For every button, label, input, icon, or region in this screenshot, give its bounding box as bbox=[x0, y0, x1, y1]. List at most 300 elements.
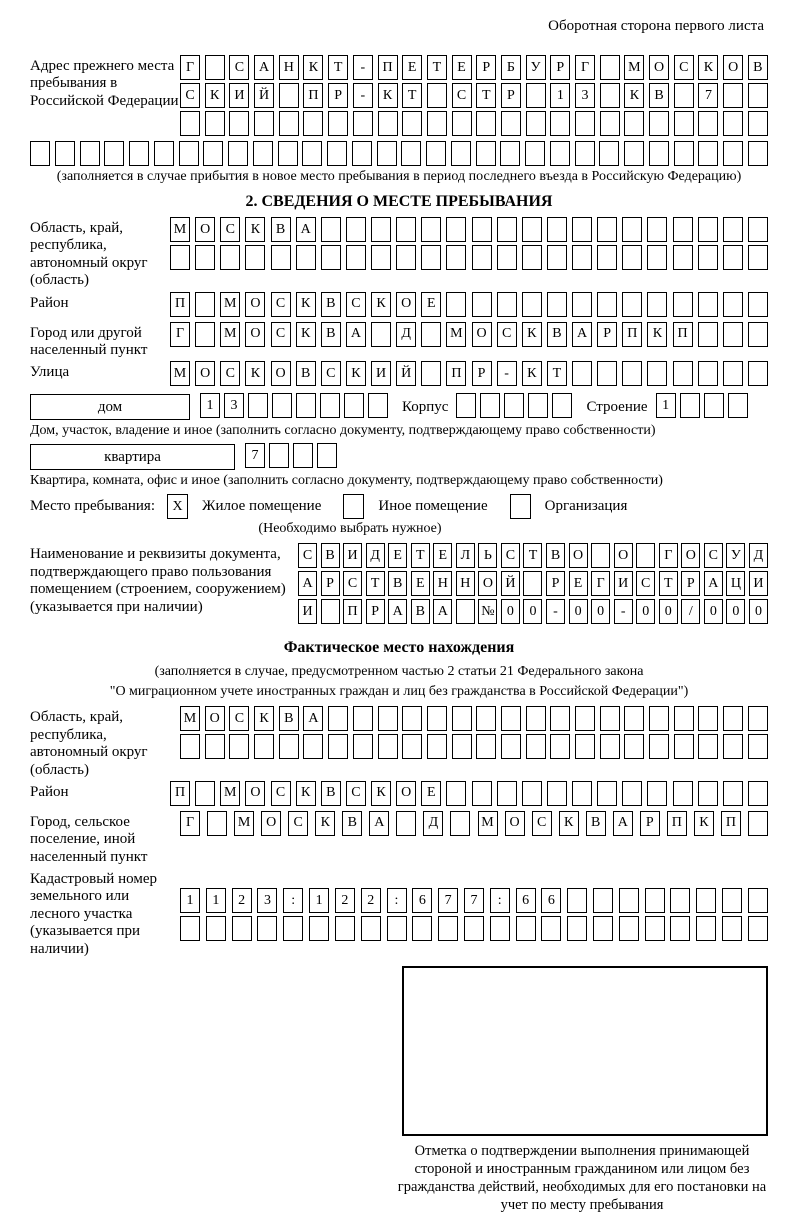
char-cell[interactable] bbox=[673, 361, 693, 386]
char-cell[interactable]: А bbox=[296, 217, 316, 242]
char-cell[interactable]: К bbox=[371, 292, 391, 317]
char-cell[interactable]: О bbox=[681, 543, 700, 568]
char-cell[interactable] bbox=[522, 781, 542, 806]
char-cell[interactable] bbox=[421, 322, 441, 347]
char-cell[interactable] bbox=[722, 916, 742, 941]
char-cell[interactable] bbox=[452, 706, 472, 731]
char-cell[interactable]: С bbox=[229, 55, 249, 80]
char-cell[interactable] bbox=[346, 217, 366, 242]
char-cell[interactable] bbox=[698, 322, 718, 347]
char-cell[interactable] bbox=[303, 734, 323, 759]
char-cell[interactable] bbox=[550, 141, 570, 166]
char-cell[interactable]: О bbox=[505, 811, 525, 836]
char-cell[interactable]: Г bbox=[180, 55, 200, 80]
char-cell[interactable] bbox=[547, 781, 567, 806]
char-cell[interactable] bbox=[698, 706, 718, 731]
char-cell[interactable] bbox=[636, 543, 655, 568]
char-cell[interactable] bbox=[674, 706, 694, 731]
char-cell[interactable]: С bbox=[501, 543, 520, 568]
char-cell[interactable]: С bbox=[321, 361, 341, 386]
char-cell[interactable] bbox=[723, 734, 743, 759]
char-cell[interactable] bbox=[401, 141, 421, 166]
char-cell[interactable]: Е bbox=[411, 571, 430, 596]
char-cell[interactable]: С bbox=[220, 217, 240, 242]
char-cell[interactable] bbox=[293, 443, 313, 468]
char-cell[interactable]: С bbox=[271, 292, 291, 317]
char-cell[interactable]: К bbox=[522, 361, 542, 386]
char-cell[interactable] bbox=[575, 706, 595, 731]
char-cell[interactable]: С bbox=[298, 543, 317, 568]
char-cell[interactable] bbox=[450, 811, 470, 836]
char-cell[interactable] bbox=[673, 217, 693, 242]
char-cell[interactable]: Г bbox=[591, 571, 610, 596]
char-cell[interactable]: И bbox=[229, 83, 249, 108]
char-cell[interactable]: О bbox=[271, 361, 291, 386]
char-cell[interactable]: О bbox=[723, 55, 743, 80]
char-cell[interactable] bbox=[649, 706, 669, 731]
char-cell[interactable] bbox=[600, 55, 620, 80]
char-cell[interactable] bbox=[748, 916, 768, 941]
char-cell[interactable]: О bbox=[195, 361, 215, 386]
char-cell[interactable] bbox=[476, 706, 496, 731]
char-cell[interactable] bbox=[522, 292, 542, 317]
char-cell[interactable] bbox=[271, 245, 291, 270]
char-cell[interactable] bbox=[593, 916, 613, 941]
char-cell[interactable] bbox=[619, 916, 639, 941]
char-cell[interactable] bbox=[368, 393, 388, 418]
char-cell[interactable] bbox=[254, 111, 274, 136]
char-cell[interactable]: Н bbox=[433, 571, 452, 596]
char-cell[interactable]: С bbox=[229, 706, 249, 731]
char-cell[interactable] bbox=[253, 141, 273, 166]
char-cell[interactable] bbox=[525, 141, 545, 166]
char-cell[interactable] bbox=[575, 141, 595, 166]
char-cell[interactable] bbox=[599, 141, 619, 166]
char-cell[interactable]: 3 bbox=[224, 393, 244, 418]
char-cell[interactable] bbox=[528, 393, 548, 418]
char-cell[interactable]: К bbox=[694, 811, 714, 836]
char-cell[interactable]: В bbox=[321, 543, 340, 568]
char-cell[interactable]: Д bbox=[366, 543, 385, 568]
char-cell[interactable] bbox=[597, 361, 617, 386]
char-cell[interactable]: М bbox=[446, 322, 466, 347]
char-cell[interactable]: С bbox=[288, 811, 308, 836]
char-cell[interactable] bbox=[723, 781, 743, 806]
char-cell[interactable] bbox=[526, 111, 546, 136]
char-cell[interactable] bbox=[501, 734, 521, 759]
char-cell[interactable] bbox=[229, 734, 249, 759]
char-cell[interactable] bbox=[402, 111, 422, 136]
char-cell[interactable]: № bbox=[478, 599, 497, 624]
char-cell[interactable]: 0 bbox=[591, 599, 610, 624]
char-cell[interactable]: К bbox=[205, 83, 225, 108]
char-cell[interactable] bbox=[302, 141, 322, 166]
char-cell[interactable]: 0 bbox=[749, 599, 768, 624]
char-cell[interactable] bbox=[378, 706, 398, 731]
char-cell[interactable]: О bbox=[472, 322, 492, 347]
char-cell[interactable]: С bbox=[180, 83, 200, 108]
char-cell[interactable]: - bbox=[497, 361, 517, 386]
char-cell[interactable]: В bbox=[321, 781, 341, 806]
char-cell[interactable]: 3 bbox=[257, 888, 277, 913]
char-cell[interactable]: Д bbox=[396, 322, 416, 347]
char-cell[interactable]: 7 bbox=[438, 888, 458, 913]
char-cell[interactable]: В bbox=[321, 292, 341, 317]
char-cell[interactable]: Р bbox=[366, 599, 385, 624]
char-cell[interactable] bbox=[593, 888, 613, 913]
char-cell[interactable]: Е bbox=[569, 571, 588, 596]
char-cell[interactable]: 6 bbox=[412, 888, 432, 913]
char-cell[interactable] bbox=[353, 706, 373, 731]
char-cell[interactable]: / bbox=[681, 599, 700, 624]
char-cell[interactable] bbox=[353, 111, 373, 136]
char-cell[interactable] bbox=[600, 111, 620, 136]
char-cell[interactable]: А bbox=[613, 811, 633, 836]
char-cell[interactable]: М bbox=[624, 55, 644, 80]
char-cell[interactable] bbox=[170, 245, 190, 270]
char-cell[interactable] bbox=[522, 217, 542, 242]
char-cell[interactable] bbox=[698, 292, 718, 317]
char-cell[interactable] bbox=[30, 141, 50, 166]
char-cell[interactable] bbox=[522, 245, 542, 270]
char-cell[interactable]: К bbox=[371, 781, 391, 806]
char-cell[interactable] bbox=[279, 111, 299, 136]
char-cell[interactable] bbox=[748, 217, 768, 242]
char-cell[interactable] bbox=[476, 141, 496, 166]
char-cell[interactable]: С bbox=[452, 83, 472, 108]
char-cell[interactable] bbox=[550, 706, 570, 731]
char-cell[interactable] bbox=[647, 217, 667, 242]
char-cell[interactable] bbox=[402, 706, 422, 731]
char-cell[interactable]: К bbox=[296, 292, 316, 317]
char-cell[interactable] bbox=[673, 245, 693, 270]
char-cell[interactable] bbox=[645, 916, 665, 941]
char-cell[interactable]: П bbox=[667, 811, 687, 836]
char-cell[interactable] bbox=[748, 706, 768, 731]
char-cell[interactable]: П bbox=[446, 361, 466, 386]
char-cell[interactable] bbox=[748, 734, 768, 759]
char-cell[interactable]: В bbox=[411, 599, 430, 624]
char-cell[interactable]: С bbox=[704, 543, 723, 568]
char-cell[interactable] bbox=[526, 83, 546, 108]
char-cell[interactable]: В bbox=[296, 361, 316, 386]
char-cell[interactable] bbox=[572, 361, 592, 386]
char-cell[interactable]: А bbox=[346, 322, 366, 347]
char-cell[interactable] bbox=[80, 141, 100, 166]
char-cell[interactable]: 1 bbox=[550, 83, 570, 108]
char-cell[interactable]: Р bbox=[321, 571, 340, 596]
char-cell[interactable] bbox=[572, 245, 592, 270]
char-cell[interactable] bbox=[371, 217, 391, 242]
char-cell[interactable]: 2 bbox=[361, 888, 381, 913]
char-cell[interactable]: 2 bbox=[335, 888, 355, 913]
char-cell[interactable]: Й bbox=[501, 571, 520, 596]
char-cell[interactable] bbox=[541, 916, 561, 941]
char-cell[interactable] bbox=[622, 217, 642, 242]
char-cell[interactable] bbox=[195, 781, 215, 806]
char-cell[interactable] bbox=[335, 916, 355, 941]
char-cell[interactable]: М bbox=[220, 292, 240, 317]
char-cell[interactable] bbox=[547, 292, 567, 317]
char-cell[interactable] bbox=[476, 111, 496, 136]
char-cell[interactable] bbox=[321, 217, 341, 242]
char-cell[interactable]: А bbox=[303, 706, 323, 731]
char-cell[interactable]: 3 bbox=[575, 83, 595, 108]
char-cell[interactable]: 0 bbox=[659, 599, 678, 624]
char-cell[interactable] bbox=[456, 393, 476, 418]
char-cell[interactable] bbox=[723, 83, 743, 108]
char-cell[interactable] bbox=[361, 916, 381, 941]
char-cell[interactable]: К bbox=[296, 781, 316, 806]
char-cell[interactable]: С bbox=[674, 55, 694, 80]
char-cell[interactable]: С bbox=[271, 322, 291, 347]
char-cell[interactable] bbox=[698, 111, 718, 136]
char-cell[interactable] bbox=[446, 245, 466, 270]
char-cell[interactable] bbox=[396, 811, 416, 836]
char-cell[interactable]: К bbox=[378, 83, 398, 108]
char-cell[interactable] bbox=[396, 245, 416, 270]
char-cell[interactable] bbox=[624, 734, 644, 759]
char-cell[interactable] bbox=[497, 781, 517, 806]
char-cell[interactable]: П bbox=[303, 83, 323, 108]
char-cell[interactable]: Г bbox=[659, 543, 678, 568]
char-cell[interactable] bbox=[550, 111, 570, 136]
char-cell[interactable]: Т bbox=[476, 83, 496, 108]
char-cell[interactable]: Р bbox=[501, 83, 521, 108]
char-cell[interactable]: К bbox=[254, 706, 274, 731]
char-cell[interactable] bbox=[129, 141, 149, 166]
char-cell[interactable] bbox=[452, 111, 472, 136]
char-cell[interactable] bbox=[550, 734, 570, 759]
char-cell[interactable] bbox=[696, 888, 716, 913]
char-cell[interactable]: А bbox=[572, 322, 592, 347]
char-cell[interactable] bbox=[320, 393, 340, 418]
char-cell[interactable] bbox=[377, 141, 397, 166]
char-cell[interactable] bbox=[427, 111, 447, 136]
char-cell[interactable]: В bbox=[271, 217, 291, 242]
char-cell[interactable]: О bbox=[245, 322, 265, 347]
char-cell[interactable]: Б bbox=[501, 55, 521, 80]
char-cell[interactable]: О bbox=[261, 811, 281, 836]
char-cell[interactable]: О bbox=[205, 706, 225, 731]
char-cell[interactable] bbox=[501, 706, 521, 731]
char-cell[interactable] bbox=[504, 393, 524, 418]
char-cell[interactable] bbox=[696, 916, 716, 941]
char-cell[interactable]: У bbox=[726, 543, 745, 568]
char-cell[interactable]: И bbox=[343, 543, 362, 568]
char-cell[interactable] bbox=[600, 706, 620, 731]
char-cell[interactable] bbox=[723, 706, 743, 731]
char-cell[interactable] bbox=[748, 888, 768, 913]
char-cell[interactable]: : bbox=[490, 888, 510, 913]
char-cell[interactable] bbox=[490, 916, 510, 941]
char-cell[interactable] bbox=[552, 393, 572, 418]
char-cell[interactable]: С bbox=[220, 361, 240, 386]
char-cell[interactable]: В bbox=[586, 811, 606, 836]
char-cell[interactable] bbox=[748, 811, 768, 836]
char-cell[interactable] bbox=[575, 734, 595, 759]
char-cell[interactable]: П bbox=[378, 55, 398, 80]
char-cell[interactable] bbox=[427, 706, 447, 731]
char-cell[interactable]: 7 bbox=[245, 443, 265, 468]
char-cell[interactable] bbox=[346, 245, 366, 270]
char-cell[interactable]: 2 bbox=[232, 888, 252, 913]
char-cell[interactable] bbox=[597, 292, 617, 317]
char-cell[interactable]: И bbox=[298, 599, 317, 624]
char-cell[interactable]: А bbox=[704, 571, 723, 596]
char-cell[interactable] bbox=[722, 888, 742, 913]
char-cell[interactable]: П bbox=[673, 322, 693, 347]
char-cell[interactable]: К bbox=[245, 361, 265, 386]
char-cell[interactable] bbox=[698, 734, 718, 759]
char-cell[interactable]: О bbox=[396, 781, 416, 806]
char-cell[interactable]: В bbox=[748, 55, 768, 80]
char-cell[interactable]: Т bbox=[427, 55, 447, 80]
char-cell[interactable] bbox=[279, 83, 299, 108]
char-cell[interactable] bbox=[501, 111, 521, 136]
char-cell[interactable] bbox=[572, 292, 592, 317]
char-cell[interactable] bbox=[748, 111, 768, 136]
char-cell[interactable]: В bbox=[321, 322, 341, 347]
char-cell[interactable]: Е bbox=[433, 543, 452, 568]
char-cell[interactable]: 0 bbox=[636, 599, 655, 624]
char-cell[interactable] bbox=[670, 916, 690, 941]
char-cell[interactable]: 7 bbox=[464, 888, 484, 913]
char-cell[interactable]: М bbox=[220, 781, 240, 806]
char-cell[interactable] bbox=[446, 292, 466, 317]
char-cell[interactable]: Е bbox=[402, 55, 422, 80]
char-cell[interactable]: К bbox=[303, 55, 323, 80]
char-cell[interactable] bbox=[649, 734, 669, 759]
char-cell[interactable] bbox=[649, 111, 669, 136]
char-cell[interactable] bbox=[472, 781, 492, 806]
char-cell[interactable]: О bbox=[245, 292, 265, 317]
char-cell[interactable] bbox=[328, 734, 348, 759]
char-cell[interactable]: - bbox=[546, 599, 565, 624]
char-cell[interactable]: Л bbox=[456, 543, 475, 568]
char-cell[interactable] bbox=[591, 543, 610, 568]
char-cell[interactable] bbox=[597, 781, 617, 806]
char-cell[interactable] bbox=[622, 781, 642, 806]
char-cell[interactable] bbox=[523, 571, 542, 596]
char-cell[interactable]: К bbox=[647, 322, 667, 347]
char-cell[interactable] bbox=[624, 141, 644, 166]
char-cell[interactable]: И bbox=[749, 571, 768, 596]
char-cell[interactable] bbox=[748, 245, 768, 270]
char-cell[interactable]: 1 bbox=[309, 888, 329, 913]
char-cell[interactable]: 0 bbox=[569, 599, 588, 624]
char-cell[interactable]: Й bbox=[254, 83, 274, 108]
char-cell[interactable]: В bbox=[547, 322, 567, 347]
char-cell[interactable] bbox=[600, 734, 620, 759]
char-cell[interactable] bbox=[248, 393, 268, 418]
char-cell[interactable] bbox=[647, 361, 667, 386]
char-cell[interactable] bbox=[723, 322, 743, 347]
char-cell[interactable]: П bbox=[721, 811, 741, 836]
char-cell[interactable] bbox=[704, 393, 724, 418]
char-cell[interactable]: А bbox=[433, 599, 452, 624]
char-cell[interactable] bbox=[205, 55, 225, 80]
char-cell[interactable]: К bbox=[559, 811, 579, 836]
char-cell[interactable]: К bbox=[522, 322, 542, 347]
char-cell[interactable]: М bbox=[478, 811, 498, 836]
char-cell[interactable] bbox=[647, 781, 667, 806]
char-cell[interactable]: Г bbox=[170, 322, 190, 347]
char-cell[interactable] bbox=[426, 141, 446, 166]
char-cell[interactable]: П bbox=[343, 599, 362, 624]
char-cell[interactable] bbox=[723, 361, 743, 386]
char-cell[interactable]: 0 bbox=[704, 599, 723, 624]
char-cell[interactable]: 6 bbox=[516, 888, 536, 913]
char-cell[interactable]: 1 bbox=[180, 888, 200, 913]
char-cell[interactable] bbox=[526, 734, 546, 759]
char-cell[interactable]: Е bbox=[452, 55, 472, 80]
char-cell[interactable]: С bbox=[497, 322, 517, 347]
char-cell[interactable] bbox=[421, 245, 441, 270]
char-cell[interactable] bbox=[723, 245, 743, 270]
char-cell[interactable] bbox=[649, 141, 669, 166]
char-cell[interactable] bbox=[309, 916, 329, 941]
char-cell[interactable] bbox=[371, 322, 391, 347]
char-cell[interactable]: К bbox=[315, 811, 335, 836]
char-cell[interactable]: Е bbox=[388, 543, 407, 568]
char-cell[interactable]: 1 bbox=[656, 393, 676, 418]
char-cell[interactable] bbox=[272, 393, 292, 418]
char-cell[interactable]: М bbox=[180, 706, 200, 731]
char-cell[interactable] bbox=[500, 141, 520, 166]
char-cell[interactable]: В bbox=[342, 811, 362, 836]
char-cell[interactable] bbox=[104, 141, 124, 166]
char-cell[interactable]: Ь bbox=[478, 543, 497, 568]
char-cell[interactable]: А bbox=[388, 599, 407, 624]
char-cell[interactable] bbox=[328, 706, 348, 731]
char-cell[interactable] bbox=[698, 245, 718, 270]
char-cell[interactable]: Г bbox=[180, 811, 200, 836]
char-cell[interactable] bbox=[567, 916, 587, 941]
char-cell[interactable] bbox=[597, 245, 617, 270]
char-cell[interactable] bbox=[673, 781, 693, 806]
char-cell[interactable]: 1 bbox=[200, 393, 220, 418]
char-cell[interactable] bbox=[446, 781, 466, 806]
char-cell[interactable] bbox=[480, 393, 500, 418]
char-cell[interactable] bbox=[748, 781, 768, 806]
char-cell[interactable]: О bbox=[478, 571, 497, 596]
char-cell[interactable]: К bbox=[296, 322, 316, 347]
char-cell[interactable]: О bbox=[195, 217, 215, 242]
char-cell[interactable]: Н bbox=[456, 571, 475, 596]
char-cell[interactable] bbox=[670, 888, 690, 913]
char-cell[interactable] bbox=[497, 245, 517, 270]
char-cell[interactable] bbox=[179, 141, 199, 166]
char-cell[interactable] bbox=[647, 292, 667, 317]
char-cell[interactable] bbox=[451, 141, 471, 166]
char-cell[interactable]: Т bbox=[366, 571, 385, 596]
char-cell[interactable]: Е bbox=[421, 781, 441, 806]
char-cell[interactable] bbox=[452, 734, 472, 759]
stay-checkbox-residential[interactable]: X bbox=[167, 494, 188, 519]
char-cell[interactable]: М bbox=[170, 217, 190, 242]
char-cell[interactable] bbox=[254, 734, 274, 759]
char-cell[interactable]: Р bbox=[681, 571, 700, 596]
char-cell[interactable]: А bbox=[298, 571, 317, 596]
char-cell[interactable] bbox=[353, 734, 373, 759]
char-cell[interactable]: Д bbox=[749, 543, 768, 568]
char-cell[interactable] bbox=[597, 217, 617, 242]
stay-checkbox-organization[interactable] bbox=[510, 494, 531, 519]
char-cell[interactable] bbox=[547, 217, 567, 242]
char-cell[interactable]: 6 bbox=[541, 888, 561, 913]
char-cell[interactable] bbox=[698, 217, 718, 242]
